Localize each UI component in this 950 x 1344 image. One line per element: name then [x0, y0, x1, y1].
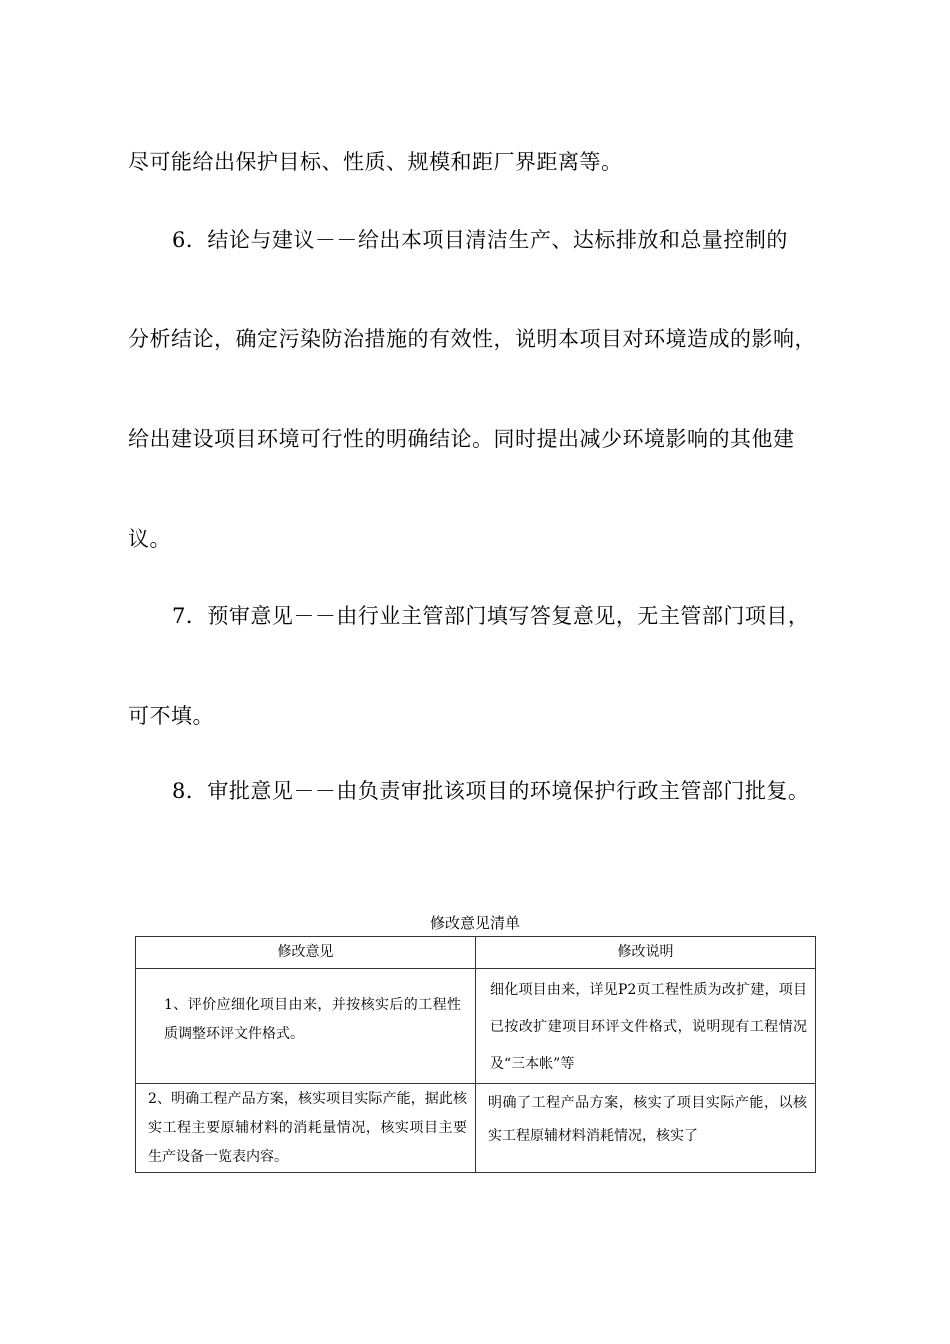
body-line-6: 7．预审意见－－由行业主管部门填写答复意见，无主管部门项目， [172, 604, 810, 628]
explanation-text: 细化项目由来，详见P2页工程性质为改扩建，项目已按改扩建项目环评文件格式，说明现有工程情况及“三本帐”等 [490, 982, 807, 1072]
revision-opinions-table [135, 936, 816, 1173]
header-explanation: 修改说明 [476, 937, 816, 969]
body-line-3: 分析结论，确定污染防治措施的有效性，说明本项目对环境造成的影响， [128, 327, 816, 351]
table-header-row [136, 937, 816, 969]
explanation-text: 明确了工程产品方案，核实了项目实际产能，以核实工程原辅材料消耗情况，核实了 [488, 1095, 807, 1144]
opinion-cell [136, 1084, 476, 1173]
opinion-text: 1、评价应细化项目由来，并按核实后的工程性质调整环评文件格式。 [164, 997, 461, 1042]
body-line-7: 可不填。 [128, 704, 214, 728]
body-line-4: 给出建设项目环境可行性的明确结论。同时提出减少环境影响的其他建 [128, 427, 795, 451]
table-row [136, 969, 816, 1084]
body-line-8: 8．审批意见－－由负责审批该项目的环境保护行政主管部门批复。 [172, 779, 810, 803]
body-line-2: 6．结论与建议－－给出本项目清洁生产、达标排放和总量控制的 [172, 228, 788, 252]
table-row [136, 1084, 816, 1173]
body-line-5: 议。 [128, 527, 171, 551]
opinion-cell [136, 969, 476, 1084]
header-opinion: 修改意见 [136, 937, 476, 969]
body-line-1: 尽可能给出保护目标、性质、规模和距厂界距离等。 [128, 150, 623, 174]
opinion-text: 2、明确工程产品方案，核实项目实际产能，据此核实工程主要原辅材料的消耗量情况，核实项目主要生产设备一览表内容。 [148, 1091, 467, 1165]
explanation-cell [476, 1084, 816, 1173]
table-caption: 修改意见清单 [429, 914, 520, 932]
explanation-cell [476, 969, 816, 1084]
